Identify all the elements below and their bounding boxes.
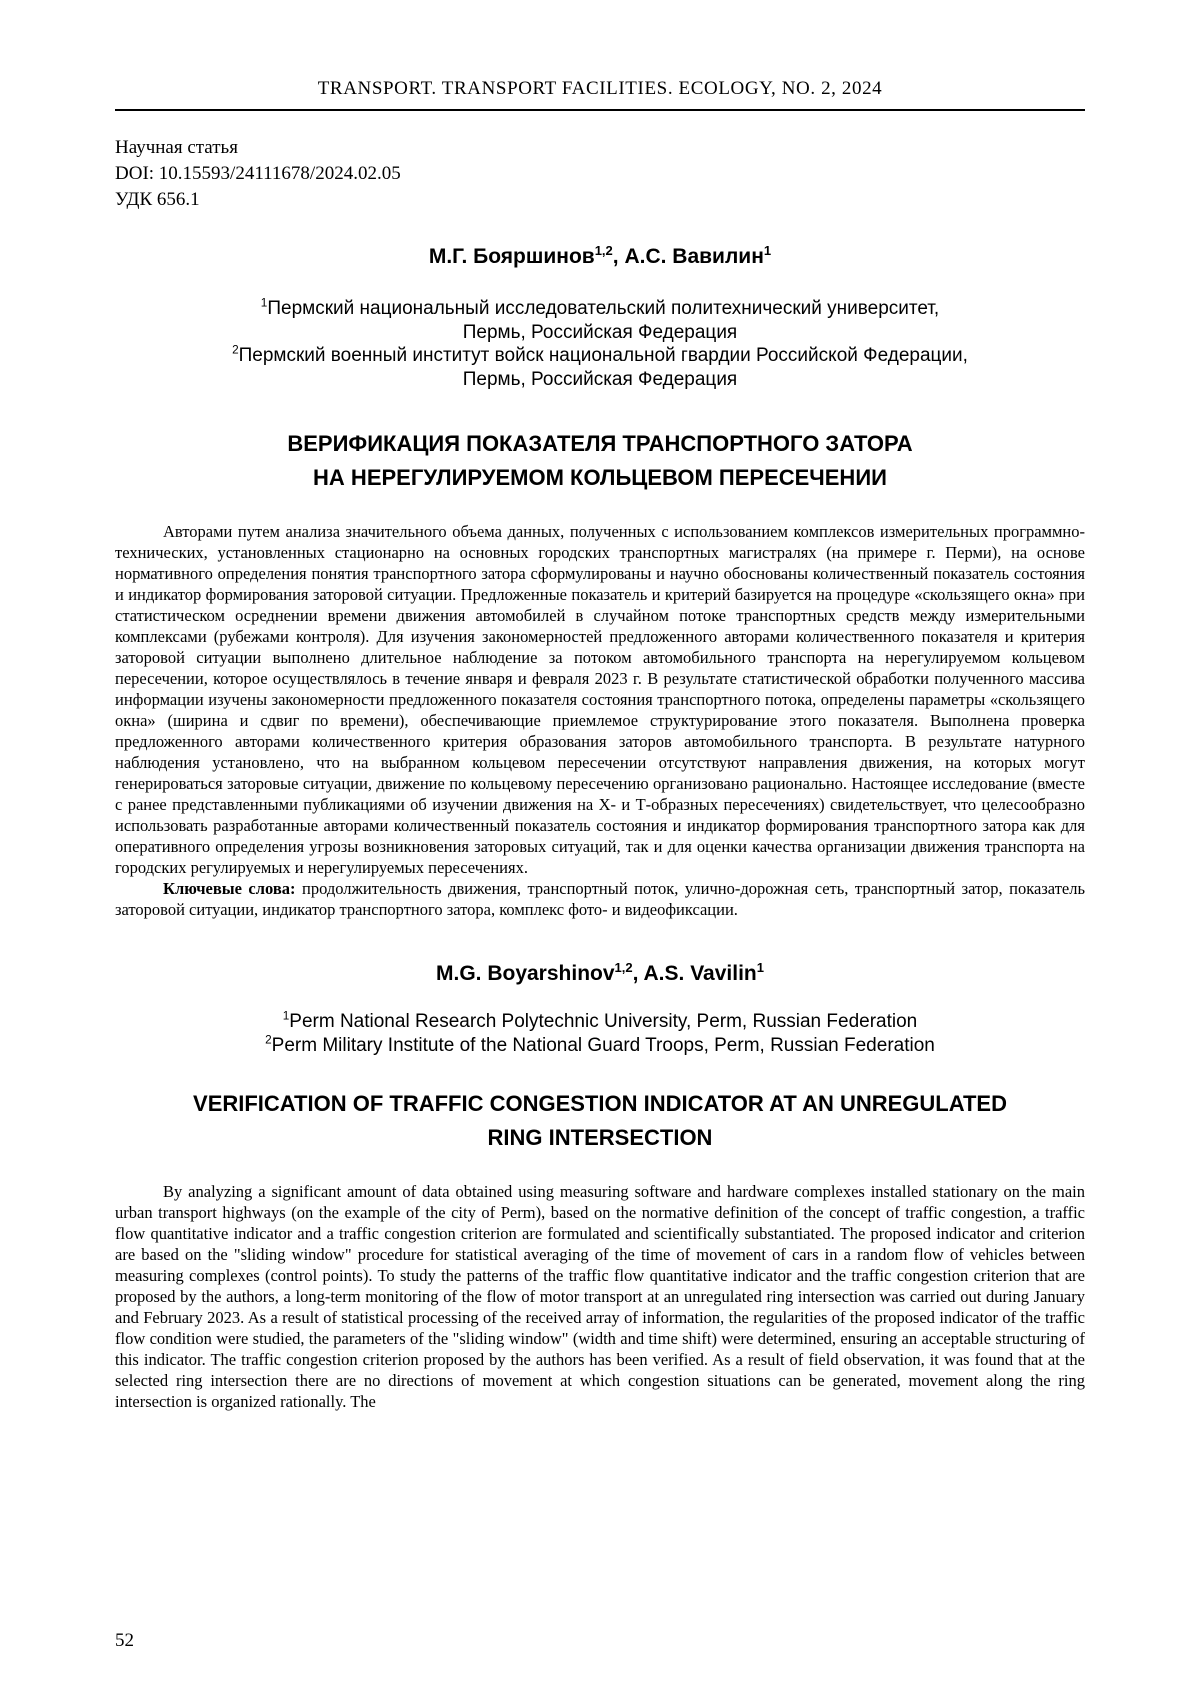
- affiliation-ru-2-superscript: 2: [232, 343, 239, 357]
- title-ru-line-2: НА НЕРЕГУЛИРУЕМОМ КОЛЬЦЕВОМ ПЕРЕСЕЧЕНИИ: [313, 465, 887, 490]
- article-meta: [115, 135, 1085, 213]
- title-en-line-2: RING INTERSECTION: [487, 1125, 713, 1150]
- page-number: 52: [115, 1630, 134, 1651]
- author-en-1-superscript: 1,2: [614, 960, 633, 975]
- abstract-ru: Авторами путем анализа значительного объема данных, полученных с использованием комплексов измерительных программно-технических, установленных стационарно на основных городских транспортных магистралях (на примере г. Перми), на основе нормативного определения понятия транспортного затора сформулированы и научно обоснованы количественный показатель состояния и индикатор формирования заторовой ситуации. Предложенные показатель и критерий базируется на процедуре «скользящего окна» при статистическом осреднении времени движения автомобилей в случайном потоке транспортных средств между измерительными комплексами (рубежами контроля). Для изучения закономерностей предложенного авторами количественного показателя и критерия заторовой ситуации выполнено длительное наблюдение за потоком автомобильного транспорта на нерегулируемом кольцевом пересечении, которое осуществлялось в течение января и февраля 2023 г. В результате статистической обработки полученного массива информации изучены закономерности предложенного показателя состояния транспортного потока, определены параметры «скользящего окна» (ширина и сдвиг по времени), обеспечивающие приемлемое структурирование этого показателя. Выполнена проверка предложенного авторами количественного критерия образования заторов автомобильного транспорта. В результате натурного наблюдения установлено, что на выбранном кольцевом пересечении отсутствуют направления движения, на которых могут генерироваться заторовые ситуации, движение по кольцевому пересечению организовано рационально. Настоящее исследование (вместе с ранее представленными публикациями об изучении движения на Х- и Т-образных пересечениях) свидетельствует, что целесообразно использовать разработанные авторами количественный показатель состояния и индикатор формирования транспортного затора как для оперативного определения угрозы возникновения заторовых ситуаций, так и для оценки качества организации движения транспорта на городских регулируемых и нерегулируемых пересечениях.: [115, 522, 1085, 877]
- running-header: [115, 78, 1085, 111]
- udc-line: УДК 656.1: [115, 189, 200, 210]
- author-ru-2-superscript: 1: [763, 243, 772, 258]
- keywords-text: продолжительность движения, транспортный поток, улично-дорожная сеть, транспортный затор, показатель заторовой ситуации, индикатор транспортного затора, комплекс фото- и видеофиксации.: [115, 879, 1085, 919]
- affiliation-ru-2-line-1: $^2$Пермский военный институт войск национальной гвардии Российской Федерации,: [232, 343, 968, 366]
- title-en: [115, 1087, 1085, 1155]
- keywords-label: Ключевые слова:: [163, 879, 296, 898]
- affiliation-ru-1-line-1: $^1$Пермский национальный исследовательский политехнический университет,: [260, 296, 940, 319]
- author-en-2-superscript: 1: [756, 960, 764, 975]
- author-en-2: , A.S. Vavilin: [632, 962, 757, 985]
- affiliations-ru: [115, 297, 1085, 391]
- author-ru-1: М.Г. Бояршинов: [428, 245, 595, 268]
- author-ru-1-superscript: 1,2: [594, 243, 613, 258]
- doi-line: DOI: 10.15593/24111678/2024.02.05: [115, 163, 401, 184]
- journal-title: TRANSPORT. TRANSPORT FACILITIES. ECOLOGY, NO. 2, 2024: [317, 78, 883, 99]
- abstract-en: By analyzing a significant amount of data obtained using measuring software and hardware complexes installed stationary on the main urban transport highways (on the example of the city of Perm), based on the normative definition of the concept of traffic congestion, a traffic flow quantitative indicator and a traffic congestion criterion are formulated and scientifically substantiated. The proposed indicator and criterion are based on the "sliding window" procedure for statistical averaging of the time of movement of cars in a random flow of vehicles between measuring complexes (control points). To study the patterns of the traffic flow quantitative indicator and the traffic congestion criterion that are proposed by the authors, a long-term monitoring of the flow of motor transport at an unregulated ring intersection was carried out during January and February 2023. As a result of statistical processing of the received array of information, the regularities of the proposed indicator of the traffic flow condition were studied, the parameters of the "sliding window" (width and time shift) were determined, ensuring an acceptable structuring of this indicator. The traffic congestion criterion proposed by the authors has been verified. As a result of field observation, it was found that at the selected ring intersection there are no directions of movement at which congestion situations can be generated, movement along the ring intersection is organized rationally. The: [115, 1182, 1085, 1411]
- title-ru-line-1: ВЕРИФИКАЦИЯ ПОКАЗАТЕЛЯ ТРАНСПОРТНОГО ЗАТОРА: [287, 431, 913, 456]
- author-ru-2: , А.С. Вавилин: [612, 245, 764, 268]
- title-ru: [115, 427, 1085, 495]
- title-en-line-1: VERIFICATION OF TRAFFIC CONGESTION INDICATOR AT AN UNREGULATED: [193, 1091, 1007, 1116]
- affiliation-ru-2-line-2: Пермь, Российская Федерация: [462, 368, 738, 390]
- header-rule: [115, 109, 1085, 111]
- affiliations-en: [115, 1010, 1085, 1057]
- affiliation-en-1-superscript: 1: [282, 1009, 290, 1023]
- affiliation-en-1: $^1$Perm National Research Polytechnic University, Perm, Russian Federation: [282, 1009, 918, 1032]
- article-type-label: Научная статья: [115, 137, 238, 158]
- affiliation-ru-1-superscript: 1: [260, 296, 268, 310]
- author-en-1: M.G. Boyarshinov: [436, 962, 615, 985]
- affiliation-ru-1-line-2: Пермь, Российская Федерация: [462, 321, 738, 343]
- affiliation-en-2: $^2$Perm Military Institute of the National Guard Troops, Perm, Russian Federation: [265, 1033, 935, 1056]
- affiliation-en-2-superscript: 2: [265, 1033, 272, 1047]
- authors-ru: [115, 245, 1085, 269]
- keywords-ru: [115, 878, 1085, 920]
- authors-en: [115, 962, 1085, 986]
